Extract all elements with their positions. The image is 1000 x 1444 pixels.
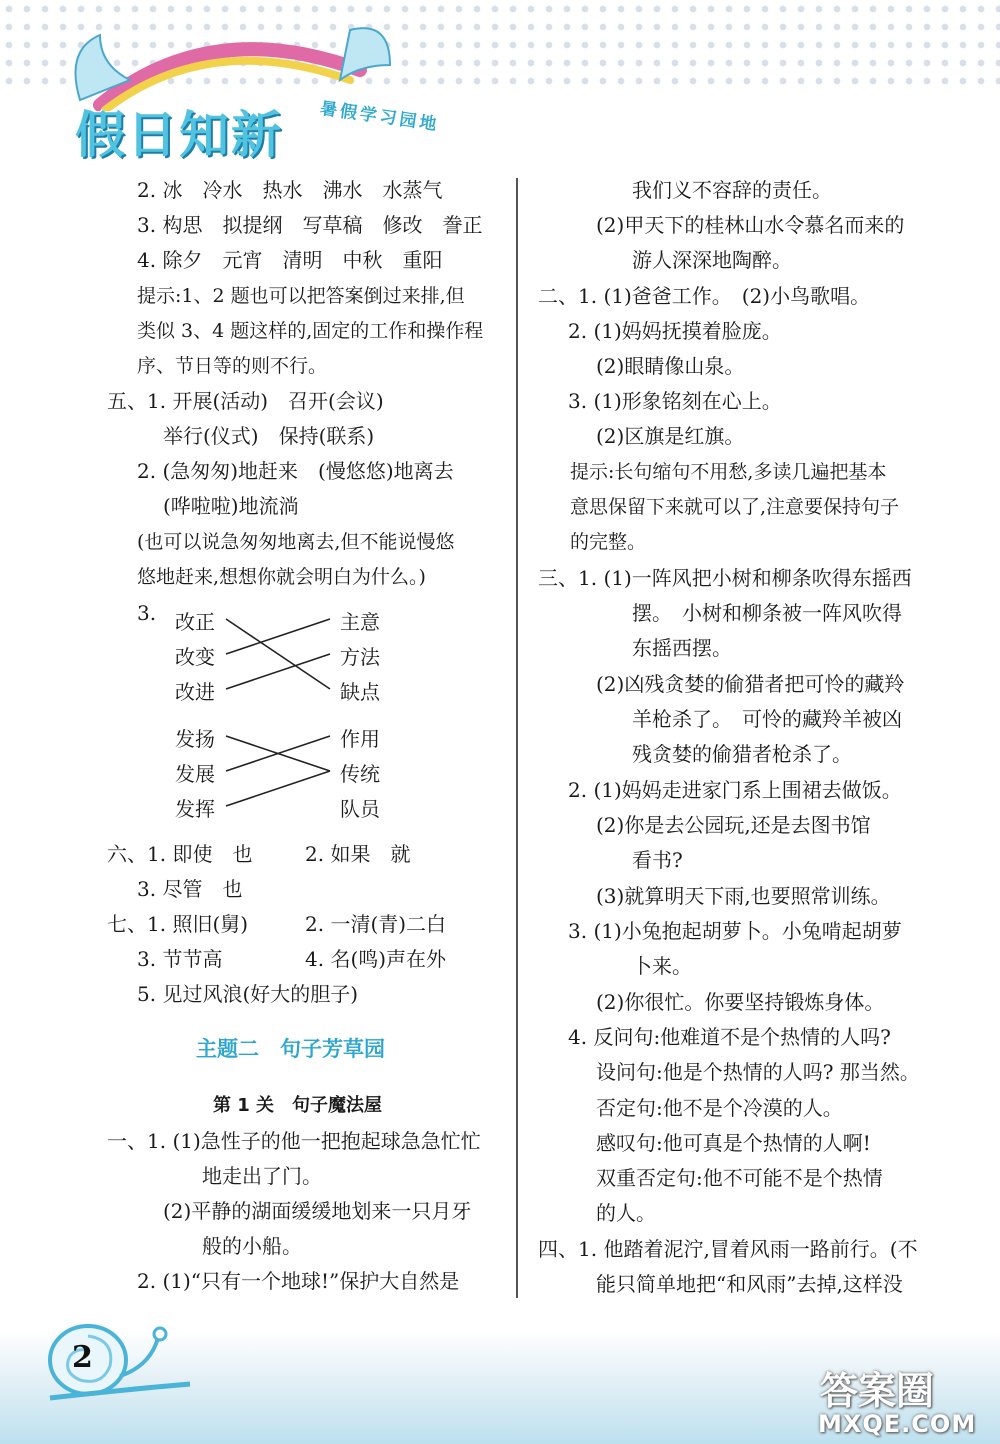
hint-line: 类似 3、4 题这样的,固定的工作和操作程 — [137, 320, 484, 342]
answer-line: 双重否定句:他不可能不是个热情 — [596, 1166, 883, 1190]
answer-line: 举行(仪式) 保持(联系) — [163, 424, 375, 448]
answer-line: 般的小船。 — [202, 1234, 302, 1258]
theme-heading: 主题二 句子芳草园 — [196, 1037, 385, 1061]
answer-line: (2)你是去公园玩,还是去图书馆 — [596, 813, 871, 837]
column-divider — [516, 178, 518, 1298]
answer-line: 3. (1)形象铭刻在心上。 — [568, 389, 782, 413]
hint-line: 提示:1、2 题也可以把答案倒过来排,但 — [137, 285, 465, 307]
header-subtitle: 暑假学习园地 — [318, 98, 441, 136]
answer-line: 5. 见过风浪(好大的胆子) — [137, 982, 359, 1006]
question-number: 3. — [137, 601, 157, 625]
answer-line: 2. 一清(青)二白 — [305, 912, 447, 936]
answer-line: 摆。 小树和柳条被一阵风吹得 — [632, 601, 902, 625]
answer-line: (3)就算明天下雨,也要照常训练。 — [596, 884, 891, 908]
header-title: 假日知新 — [75, 106, 283, 164]
match-left-item: 发展 — [175, 762, 215, 786]
answer-line: (2)平静的湖面缓缓地划来一只月牙 — [163, 1199, 472, 1223]
answer-line: 否定句:他不是个冷漠的人。 — [596, 1096, 843, 1120]
answer-line: 地走出了门。 — [202, 1164, 322, 1188]
snail-icon — [40, 1318, 200, 1418]
level-heading: 第 1 关 句子魔法屋 — [213, 1095, 383, 1116]
answer-line: 三、1. (1)一阵风把小树和柳条吹得东摇西 — [538, 566, 912, 590]
match-left-item: 改正 — [175, 610, 215, 634]
answer-line: 3. 节节高 — [137, 947, 223, 971]
hint-line: 意思保留下来就可以了,注意要保持句子 — [570, 496, 900, 518]
answer-line: 残贪婪的偷猎者枪杀了。 — [632, 742, 852, 766]
answer-line: 2. (急匆匆)地赶来 (慢悠悠)地离去 — [137, 459, 454, 483]
match-left-item: 发扬 — [175, 727, 215, 751]
answer-line: 五、1. 开展(活动) 召开(会议) — [107, 389, 384, 413]
match-right-item: 方法 — [340, 645, 380, 669]
answer-line: 看书? — [632, 848, 683, 872]
page-number: 2 — [72, 1340, 93, 1375]
answer-line: 六、1. 即使 也 — [107, 842, 253, 866]
match-right-item: 主意 — [340, 610, 380, 634]
answer-line: 2. (1)“只有一个地球!”保护大自然是 — [137, 1269, 460, 1293]
answer-line: 一、1. (1)急性子的他一把抱起球急急忙忙 — [107, 1129, 481, 1153]
match-right-item: 传统 — [340, 762, 380, 786]
answer-line: (2)区旗是红旗。 — [596, 424, 745, 448]
answer-line: 4. 反问句:他难道不是个热情的人吗? — [568, 1025, 891, 1049]
header-logo — [60, 10, 520, 164]
matching-lines-1 — [220, 605, 340, 705]
answer-line: 四、1. 他踏着泥泞,冒着风雨一路前行。(不 — [538, 1237, 918, 1261]
answer-line: 3. (1)小兔抱起胡萝卜。小兔啃起胡萝 — [568, 919, 902, 943]
match-left-item: 改变 — [175, 645, 215, 669]
match-right-item: 队员 — [340, 797, 380, 821]
answer-line: (2)凶残贪婪的偷猎者把可怜的藏羚 — [596, 672, 905, 696]
match-left-item: 发挥 — [175, 797, 215, 821]
answer-line: 4. 除夕 元宵 清明 中秋 重阳 — [137, 248, 443, 272]
answer-line: 卜来。 — [632, 954, 692, 978]
hint-line: 序、节日等的则不行。 — [137, 355, 328, 377]
watermark-url: MXQE.COM — [818, 1410, 977, 1438]
match-right-item: 作用 — [340, 727, 380, 751]
answer-line: (2)甲天下的桂林山水令慕名而来的 — [596, 213, 905, 237]
answer-line: (2)眼睛像山泉。 — [596, 354, 745, 378]
answer-line: 2. 如果 就 — [305, 842, 411, 866]
answer-line: 能只简单地把“和风雨”去掉,这样没 — [596, 1272, 903, 1296]
answer-line: (哗啦啦)地流淌 — [163, 494, 299, 518]
answer-line: 感叹句:他可真是个热情的人啊! — [596, 1131, 871, 1155]
answer-line: 2. (1)妈妈走进家门系上围裙去做饭。 — [568, 778, 902, 802]
answer-line: 东摇西摆。 — [632, 636, 732, 660]
watermark-logo: 答案圈 — [820, 1369, 935, 1413]
matching-lines-2 — [220, 722, 340, 822]
match-left-item: 改进 — [175, 680, 215, 704]
answer-line: 我们义不容辞的责任。 — [632, 178, 832, 202]
answer-line: 2. (1)妈妈抚摸着脸庞。 — [568, 319, 782, 343]
hint-line: 悠地赶来,想想你就会明白为什么。) — [137, 566, 426, 588]
match-right-item: 缺点 — [340, 680, 380, 704]
hint-line: (也可以说急匆匆地离去,但不能说慢悠 — [137, 531, 455, 553]
answer-line: 的人。 — [596, 1201, 656, 1225]
answer-line: 游人深深地陶醉。 — [632, 248, 792, 272]
answer-line: 二、1. (1)爸爸工作。 (2)小鸟歌唱。 — [538, 284, 871, 308]
answer-line: 3. 构思 拟提纲 写草稿 修改 誊正 — [137, 213, 483, 237]
answer-line: 4. 名(鸣)声在外 — [305, 947, 447, 971]
answer-line: 羊枪杀了。 可怜的藏羚羊被凶 — [632, 707, 902, 731]
hint-line: 提示:长句缩句不用愁,多读几遍把基本 — [570, 461, 887, 483]
answer-line: 2. 冰 冷水 热水 沸水 水蒸气 — [137, 178, 443, 202]
answer-line: 七、1. 照旧(舅) — [107, 912, 249, 936]
answer-line: 3. 尽管 也 — [137, 877, 243, 901]
answer-line: 设问句:他是个热情的人吗? 那当然。 — [596, 1060, 920, 1084]
hint-line: 的完整。 — [570, 531, 647, 553]
answer-line: (2)你很忙。你要坚持锻炼身体。 — [596, 990, 885, 1014]
